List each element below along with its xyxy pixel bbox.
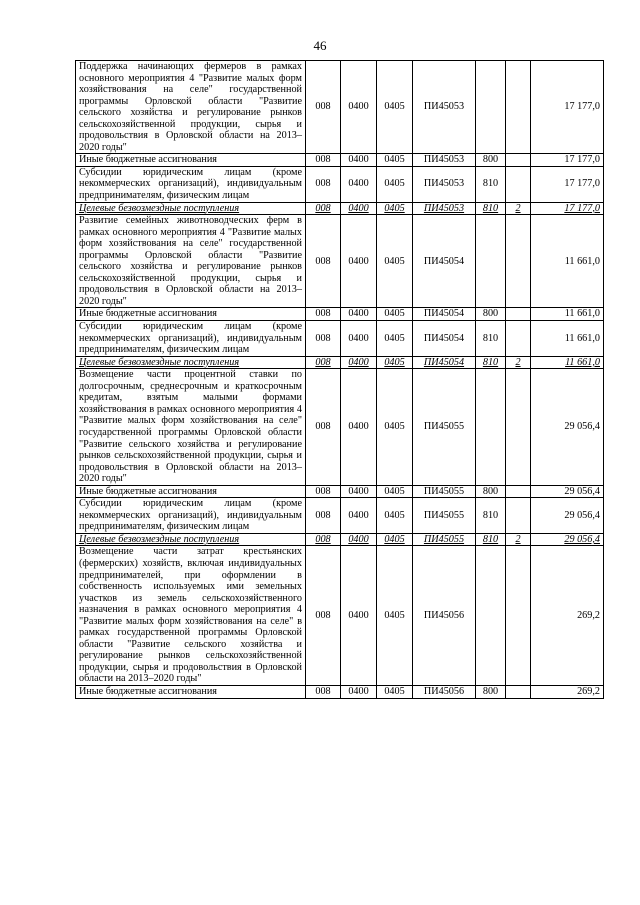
admin-code-cell-text: 008	[315, 356, 331, 368]
amount-cell-text: 11 661,0	[564, 332, 600, 344]
subsection-code-cell-text: 0405	[384, 609, 405, 621]
subsection-code-cell	[377, 533, 413, 546]
row-name-cell-text: Иные бюджетные ассигнования	[79, 308, 217, 320]
section-code-cell-text: 0400	[348, 485, 369, 497]
section-code-cell	[341, 485, 377, 498]
row-name-cell-text: Иные бюджетные ассигнования	[79, 685, 217, 697]
expense-type-cell	[476, 369, 506, 485]
kosgu-cell	[506, 485, 531, 498]
subsection-code-cell	[377, 154, 413, 167]
expense-type-cell	[476, 154, 506, 167]
section-code-cell	[341, 321, 377, 357]
row-name-cell-text: Развитие семейных животноводческих ферм в рамках основного мероприятия 4 "Развитие малых форм хозяйствования на селе" государственной программы Орловской области "Развитие сельского хозяйства и регулирование рынков сельскохозяйственной продукции, сырья и продовольствия в Орловской области на 2013–2020 годы"	[79, 215, 302, 307]
table-row	[76, 61, 604, 154]
kosgu-cell	[506, 369, 531, 485]
page-number: 46	[313, 38, 327, 53]
subsection-code-cell-text: 0405	[384, 101, 405, 113]
admin-code-cell	[306, 308, 341, 321]
kosgu-cell-text: 2	[515, 533, 521, 545]
admin-code-cell	[306, 166, 341, 202]
subsection-code-cell	[377, 546, 413, 686]
table-row	[76, 215, 604, 308]
admin-code-cell-text: 008	[315, 255, 331, 267]
expense-type-cell	[476, 685, 506, 698]
row-name-cell	[76, 498, 306, 534]
subsection-code-cell-text: 0405	[384, 202, 405, 214]
expense-type-cell-text: 810	[482, 332, 499, 344]
amount-cell-text: 269,2	[577, 685, 600, 697]
table-row	[76, 498, 604, 534]
amount-cell	[531, 498, 604, 534]
row-name-cell	[76, 546, 306, 686]
subsection-code-cell-text: 0405	[384, 154, 405, 166]
expense-type-cell-text: 810	[482, 202, 499, 214]
target-article-cell-text: ПИ45054	[423, 356, 465, 368]
kosgu-cell	[506, 498, 531, 534]
row-name-cell-text: Иные бюджетные ассигнования	[79, 485, 217, 497]
target-article-cell	[413, 61, 476, 154]
target-article-cell	[413, 356, 476, 369]
expense-type-cell-text: 800	[482, 154, 499, 166]
table-row	[76, 485, 604, 498]
amount-cell	[531, 166, 604, 202]
kosgu-cell	[506, 356, 531, 369]
section-code-cell-text: 0400	[348, 202, 369, 214]
section-code-cell	[341, 215, 377, 308]
subsection-code-cell	[377, 685, 413, 698]
admin-code-cell-text: 008	[315, 609, 331, 621]
admin-code-cell	[306, 533, 341, 546]
table-row	[76, 533, 604, 546]
admin-code-cell	[306, 546, 341, 686]
table-row	[76, 154, 604, 167]
target-article-cell	[413, 215, 476, 308]
expense-type-cell	[476, 215, 506, 308]
admin-code-cell-text: 008	[315, 509, 331, 521]
target-article-cell	[413, 685, 476, 698]
subsection-code-cell-text: 0405	[384, 356, 405, 368]
row-name-cell	[76, 533, 306, 546]
section-code-cell	[341, 202, 377, 215]
row-name-cell-text: Поддержка начинающих фермеров в рамках основного мероприятия 4 "Развитие малых форм хозяйствования на селе" государственной программы Орловской области "Развитие сельского хозяйства и регулирование рынков сельскохозяйственной продукции, сырья и продовольствия в Орловской области на 2013–2020 годы"	[79, 61, 302, 153]
admin-code-cell-text: 008	[315, 533, 331, 545]
kosgu-cell	[506, 321, 531, 357]
amount-cell-text: 269,2	[577, 609, 600, 621]
row-name-cell-text: Целевые безвозмездные поступления	[79, 202, 240, 214]
amount-cell	[531, 321, 604, 357]
subsection-code-cell-text: 0405	[384, 332, 405, 344]
kosgu-cell	[506, 533, 531, 546]
row-name-cell-text: Целевые безвозмездные поступления	[79, 356, 240, 368]
expense-type-cell	[476, 202, 506, 215]
section-code-cell-text: 0400	[348, 308, 369, 320]
section-code-cell-text: 0400	[348, 609, 369, 621]
subsection-code-cell	[377, 215, 413, 308]
amount-cell	[531, 154, 604, 167]
row-name-cell	[76, 202, 306, 215]
amount-cell-text: 29 056,4	[564, 509, 600, 521]
row-name-cell-text: Субсидии юридическим лицам (кроме некоммерческих организаций), индивидуальным предпринимателям, физическим лицам	[79, 321, 302, 356]
table-row	[76, 321, 604, 357]
admin-code-cell-text: 008	[315, 685, 331, 697]
subsection-code-cell	[377, 356, 413, 369]
target-article-cell	[413, 546, 476, 686]
section-code-cell	[341, 685, 377, 698]
section-code-cell-text: 0400	[348, 178, 369, 190]
admin-code-cell-text: 008	[315, 154, 331, 166]
section-code-cell-text: 0400	[348, 356, 369, 368]
subsection-code-cell-text: 0405	[384, 308, 405, 320]
table-row	[76, 546, 604, 686]
subsection-code-cell-text: 0405	[384, 485, 405, 497]
amount-cell	[531, 369, 604, 485]
amount-cell	[531, 356, 604, 369]
kosgu-cell-text: 2	[515, 202, 521, 214]
target-article-cell-text: ПИ45055	[423, 485, 465, 497]
table-row	[76, 166, 604, 202]
amount-cell-text: 17 177,0	[564, 101, 600, 113]
admin-code-cell	[306, 498, 341, 534]
target-article-cell-text: ПИ45053	[423, 154, 465, 166]
amount-cell-text: 17 177,0	[564, 202, 600, 214]
amount-cell	[531, 546, 604, 686]
row-name-cell	[76, 369, 306, 485]
expense-type-cell	[476, 308, 506, 321]
target-article-cell-text: ПИ45054	[423, 308, 465, 320]
subsection-code-cell-text: 0405	[384, 178, 405, 190]
admin-code-cell	[306, 61, 341, 154]
subsection-code-cell	[377, 369, 413, 485]
target-article-cell	[413, 485, 476, 498]
table-row	[76, 202, 604, 215]
section-code-cell-text: 0400	[348, 685, 369, 697]
target-article-cell	[413, 321, 476, 357]
admin-code-cell	[306, 215, 341, 308]
subsection-code-cell	[377, 321, 413, 357]
subsection-code-cell	[377, 166, 413, 202]
section-code-cell	[341, 498, 377, 534]
admin-code-cell	[306, 485, 341, 498]
admin-code-cell	[306, 369, 341, 485]
table-row	[76, 369, 604, 485]
amount-cell-text: 11 661,0	[564, 255, 600, 267]
section-code-cell	[341, 546, 377, 686]
section-code-cell	[341, 61, 377, 154]
amount-cell	[531, 533, 604, 546]
subsection-code-cell-text: 0405	[384, 533, 405, 545]
target-article-cell	[413, 166, 476, 202]
kosgu-cell	[506, 154, 531, 167]
expense-type-cell	[476, 546, 506, 686]
amount-cell-text: 17 177,0	[564, 154, 600, 166]
expense-type-cell	[476, 166, 506, 202]
expense-type-cell-text: 800	[482, 685, 499, 697]
row-name-cell-text: Целевые безвозмездные поступления	[79, 533, 240, 545]
admin-code-cell-text: 008	[315, 332, 331, 344]
row-name-cell	[76, 61, 306, 154]
admin-code-cell	[306, 356, 341, 369]
target-article-cell-text: ПИ45056	[423, 685, 465, 697]
amount-cell	[531, 685, 604, 698]
row-name-cell	[76, 215, 306, 308]
row-name-cell	[76, 356, 306, 369]
section-code-cell	[341, 356, 377, 369]
admin-code-cell-text: 008	[315, 101, 331, 113]
subsection-code-cell	[377, 485, 413, 498]
target-article-cell-text: ПИ45054	[423, 332, 465, 344]
kosgu-cell	[506, 215, 531, 308]
section-code-cell	[341, 308, 377, 321]
expense-type-cell-text: 800	[482, 308, 499, 320]
expense-type-cell-text: 810	[482, 178, 499, 190]
expense-type-cell-text: 800	[482, 485, 499, 497]
amount-cell-text: 11 661,0	[565, 356, 600, 368]
row-name-cell	[76, 685, 306, 698]
target-article-cell	[413, 202, 476, 215]
target-article-cell-text: ПИ45056	[423, 609, 465, 621]
table-row	[76, 308, 604, 321]
admin-code-cell	[306, 154, 341, 167]
expense-type-cell-text: 810	[482, 356, 499, 368]
expense-type-cell	[476, 533, 506, 546]
subsection-code-cell	[377, 202, 413, 215]
expense-type-cell-text: 810	[482, 509, 499, 521]
row-name-cell	[76, 154, 306, 167]
section-code-cell-text: 0400	[348, 101, 369, 113]
expense-type-cell	[476, 356, 506, 369]
row-name-cell-text: Возмещение части затрат крестьянских (фермерских) хозяйств, включая индивидуальных предпринимателей, при оформлении в собственность используемых ими земельных участков из земель сельскохозяйственного назначения в рамках основного мероприятия 4 "Развитие малых форм хозяйствования на селе" в рамках государственной программы Орловской области "Развитие сельского хозяйства и регулирование рынков сельскохозяйственной продукции, сырья и продовольствия в Орловской области на 2013–2020 годы"	[79, 546, 302, 685]
section-code-cell-text: 0400	[348, 533, 369, 545]
section-code-cell	[341, 166, 377, 202]
table-row	[76, 356, 604, 369]
amount-cell-text: 11 661,0	[564, 308, 600, 320]
target-article-cell	[413, 154, 476, 167]
amount-cell	[531, 61, 604, 154]
target-article-cell-text: ПИ45053	[423, 101, 465, 113]
kosgu-cell	[506, 546, 531, 686]
expense-type-cell	[476, 485, 506, 498]
subsection-code-cell	[377, 308, 413, 321]
amount-cell	[531, 485, 604, 498]
expense-type-cell	[476, 61, 506, 154]
expense-type-cell	[476, 498, 506, 534]
row-name-cell	[76, 166, 306, 202]
kosgu-cell	[506, 202, 531, 215]
target-article-cell	[413, 308, 476, 321]
expense-type-cell-text: 810	[482, 533, 499, 545]
admin-code-cell-text: 008	[315, 421, 331, 433]
amount-cell	[531, 308, 604, 321]
row-name-cell-text: Возмещение части процентной ставки по долгосрочным, среднесрочным и краткосрочным кредитам, взятым малыми формами хозяйствования в рамках основного мероприятия 4 "Развитие малых форм хозяйствования на селе" государственной программы Орловской области "Развитие сельского хозяйства и регулирование рынков сельскохозяйственной продукции, сырья и продовольствия в Орловской области на 2013–2020 годы"	[79, 369, 302, 485]
section-code-cell-text: 0400	[348, 332, 369, 344]
kosgu-cell	[506, 61, 531, 154]
table-row	[76, 685, 604, 698]
section-code-cell	[341, 533, 377, 546]
target-article-cell-text: ПИ45053	[423, 178, 465, 190]
target-article-cell-text: ПИ45055	[423, 533, 465, 545]
amount-cell-text: 29 056,4	[564, 485, 600, 497]
budget-table	[75, 60, 604, 699]
subsection-code-cell-text: 0405	[384, 685, 405, 697]
amount-cell-text: 17 177,0	[564, 178, 600, 190]
section-code-cell-text: 0400	[348, 509, 369, 521]
row-name-cell-text: Субсидии юридическим лицам (кроме некоммерческих организаций), индивидуальным предпринимателям, физическим лицам	[79, 166, 302, 202]
target-article-cell	[413, 533, 476, 546]
kosgu-cell	[506, 166, 531, 202]
admin-code-cell	[306, 202, 341, 215]
row-name-cell-text: Субсидии юридическим лицам (кроме некоммерческих организаций), индивидуальным предпринимателям, физическим лицам	[79, 498, 302, 533]
admin-code-cell-text: 008	[315, 308, 331, 320]
row-name-cell-text: Иные бюджетные ассигнования	[79, 154, 217, 166]
section-code-cell-text: 0400	[348, 154, 369, 166]
target-article-cell-text: ПИ45054	[423, 255, 465, 267]
admin-code-cell	[306, 321, 341, 357]
row-name-cell	[76, 485, 306, 498]
expense-type-cell	[476, 321, 506, 357]
target-article-cell	[413, 369, 476, 485]
section-code-cell-text: 0400	[348, 255, 369, 267]
kosgu-cell	[506, 308, 531, 321]
amount-cell-text: 29 056,4	[564, 533, 600, 545]
section-code-cell-text: 0400	[348, 421, 369, 433]
section-code-cell	[341, 154, 377, 167]
subsection-code-cell-text: 0405	[384, 509, 405, 521]
row-name-cell	[76, 321, 306, 357]
target-article-cell	[413, 498, 476, 534]
row-name-cell	[76, 308, 306, 321]
kosgu-cell-text: 2	[515, 356, 521, 368]
target-article-cell-text: ПИ45053	[423, 202, 465, 214]
admin-code-cell	[306, 685, 341, 698]
target-article-cell-text: ПИ45055	[423, 509, 465, 521]
amount-cell	[531, 215, 604, 308]
subsection-code-cell-text: 0405	[384, 255, 405, 267]
subsection-code-cell	[377, 61, 413, 154]
kosgu-cell	[506, 685, 531, 698]
subsection-code-cell-text: 0405	[384, 421, 405, 433]
target-article-cell-text: ПИ45055	[423, 421, 465, 433]
admin-code-cell-text: 008	[315, 202, 331, 214]
amount-cell-text: 29 056,4	[564, 421, 600, 433]
subsection-code-cell	[377, 498, 413, 534]
admin-code-cell-text: 008	[315, 485, 331, 497]
amount-cell	[531, 202, 604, 215]
admin-code-cell-text: 008	[315, 178, 331, 190]
section-code-cell	[341, 369, 377, 485]
